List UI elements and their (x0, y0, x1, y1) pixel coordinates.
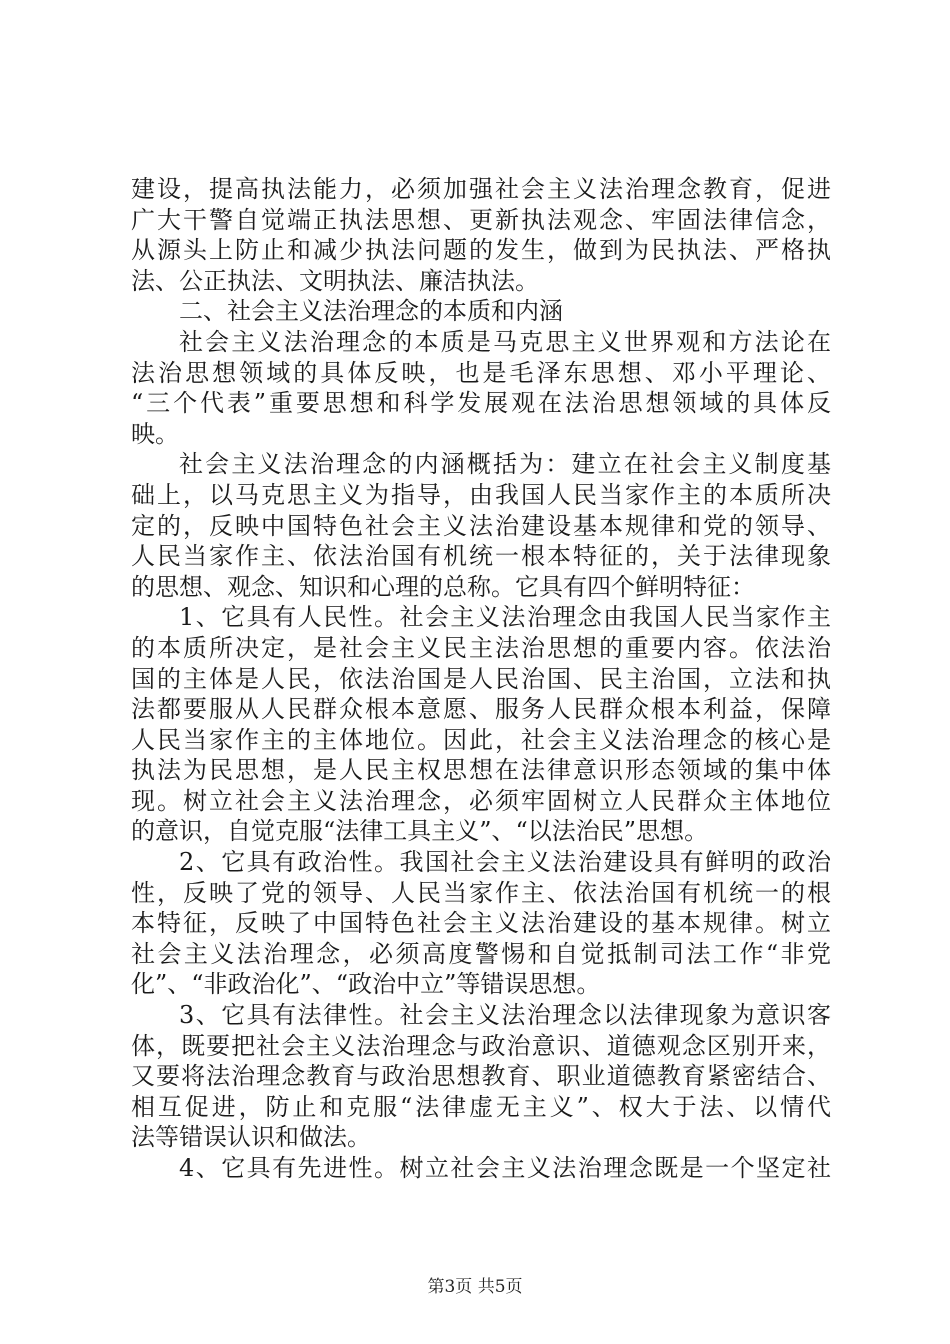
text-line: 1、它具有人民性。社会主义法治理念由我国人民当家作主 (179, 603, 831, 632)
text-line: 的思想、观念、知识和心理的总称。它具有四个鲜明特征： (131, 572, 755, 601)
text-line: 法都要服从人民群众根本意愿、服务人民群众根本利益，保障 (131, 695, 831, 724)
text-line: 的本质所决定，是社会主义民主法治思想的重要内容。依法治 (131, 633, 831, 662)
text-line: 社会主义法治理念的内涵概括为：建立在社会主义制度基 (179, 450, 831, 479)
text-line: 定的，反映中国特色社会主义法治建设基本规律和党的领导、 (131, 511, 831, 540)
text-line: 从源头上防止和减少执法问题的发生，做到为民执法、严格执 (131, 236, 831, 265)
text-line: 法等错误认识和做法。 (131, 1123, 371, 1152)
text-line: 映。 (131, 419, 179, 448)
document-body (131, 174, 831, 1184)
text-line: 2、它具有政治性。我国社会主义法治建设具有鲜明的政治 (179, 848, 831, 877)
text-line: 国的主体是人民，依法治国是人民治国、民主治国，立法和执 (131, 664, 831, 693)
text-line: 现。树立社会主义法治理念，必须牢固树立人民群众主体地位 (131, 786, 831, 815)
text-line: 3、它具有法律性。社会主义法治理念以法律现象为意识客 (179, 1001, 831, 1030)
text-line: 法治思想领域的具体反映，也是毛泽东思想、邓小平理论、 (131, 358, 831, 387)
text-line: 法、公正执法、文明执法、廉洁执法。 (131, 266, 539, 295)
text-line: 建设，提高执法能力，必须加强社会主义法治理念教育，促进 (131, 175, 831, 203)
text-line: 相互促进，防止和克服“法律虚无主义”、权大于法、以情代 (131, 1092, 831, 1121)
text-line: 人民当家作主、依法治国有机统一根本特征的，关于法律现象 (131, 542, 831, 571)
text-line: 社会主义法治理念，必须高度警惕和自觉抵制司法工作“非党 (131, 939, 831, 968)
text-line: 社会主义法治理念的本质是马克思主义世界观和方法论在 (179, 327, 831, 356)
text-line: 二、社会主义法治理念的本质和内涵 (179, 297, 563, 326)
page-footer: 第3页 共5页 (427, 1277, 523, 1297)
text-line: 体，既要把社会主义法治理念与政治意识、道德观念区别开来， (131, 1031, 831, 1060)
text-line: 广大干警自觉端正执法思想、更新执法观念、牢固法律信念， (131, 205, 831, 234)
text-line: 4、它具有先进性。树立社会主义法治理念既是一个坚定社 (179, 1154, 831, 1182)
text-line: “三个代表”重要思想和科学发展观在法治思想领域的具体反 (131, 389, 831, 418)
text-line: 础上，以马克思主义为指导，由我国人民当家作主的本质所决 (131, 480, 831, 509)
text-line: 本特征，反映了中国特色社会主义法治建设的基本规律。树立 (131, 909, 831, 938)
text-line: 人民当家作主的主体地位。因此，社会主义法治理念的核心是 (131, 725, 831, 754)
text-line: 性，反映了党的领导、人民当家作主、依法治国有机统一的根 (131, 878, 831, 907)
text-line: 又要将法治理念教育与政治思想教育、职业道德教育紧密结合、 (131, 1062, 831, 1091)
text-line: 的意识，自觉克服“法律工具主义”、“以法治民”思想。 (131, 817, 709, 846)
text-line: 执法为民思想，是人民主权思想在法律意识形态领域的集中体 (131, 756, 831, 785)
text-line: 化”、“非政治化”、“政治中立”等错误思想。 (131, 970, 601, 999)
